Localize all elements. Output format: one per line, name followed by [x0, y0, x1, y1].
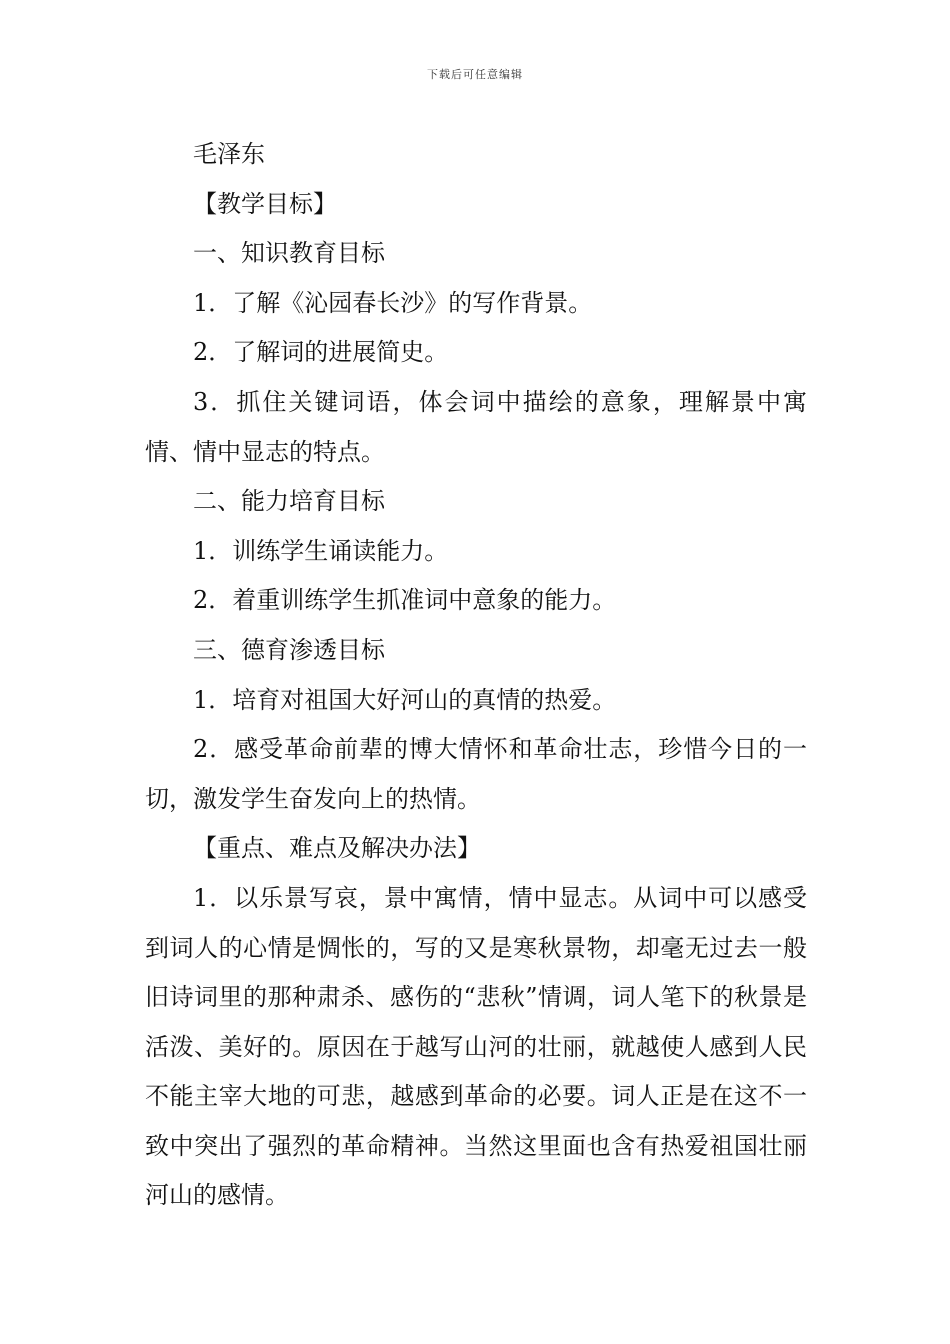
list-item: 2．着重训练学生抓准词中意象的能力。 [193, 586, 617, 615]
section-heading-teaching-goals: 【教学目标】 [193, 189, 337, 218]
list-item: 2．感受革命前辈的博大情怀和革命壮志，珍惜今日的一切，激发学生奋发向上的热情。 [145, 735, 807, 813]
section-heading-key-points: 【重点、难点及解决办法】 [193, 834, 481, 863]
subheading-ability-goals: 二、能力培育目标 [193, 487, 385, 516]
document-body [145, 130, 807, 1221]
list-item: 1．了解《沁园春长沙》的写作背景。 [193, 288, 593, 317]
subheading-knowledge-goals: 一、知识教育目标 [193, 239, 385, 268]
page-header-note: 下载后可任意编辑 [427, 68, 523, 81]
subheading-moral-goals: 三、德育渗透目标 [193, 635, 385, 664]
list-item: 1．培育对祖国大好河山的真情的热爱。 [193, 685, 617, 714]
list-item: 3．抓住关键词语，体会词中描绘的意象，理解景中寓情、情中显志的特点。 [145, 387, 807, 466]
body-paragraph: 1．以乐景写哀，景中寓情，情中显志。从词中可以感受到词人的心情是惆怅的，写的又是寒秋景物，却毫无过去一般旧诗词里的那种肃杀、感伤的“悲秋”情调，词人笔下的秋景是活泼、美好的。原因在于越写山河的壮丽，就越使人感到人民不能主宰大地的可悲，越感到革命的必要。词人正是在这不一致中突出了强烈的革命精神。当然这里面也含有热爱祖国壮丽河山的感情。 [145, 883, 807, 1210]
author-line: 毛泽东 [193, 140, 265, 168]
list-item: 1．训练学生诵读能力。 [193, 536, 449, 565]
list-item: 2．了解词的进展简史。 [193, 338, 449, 367]
